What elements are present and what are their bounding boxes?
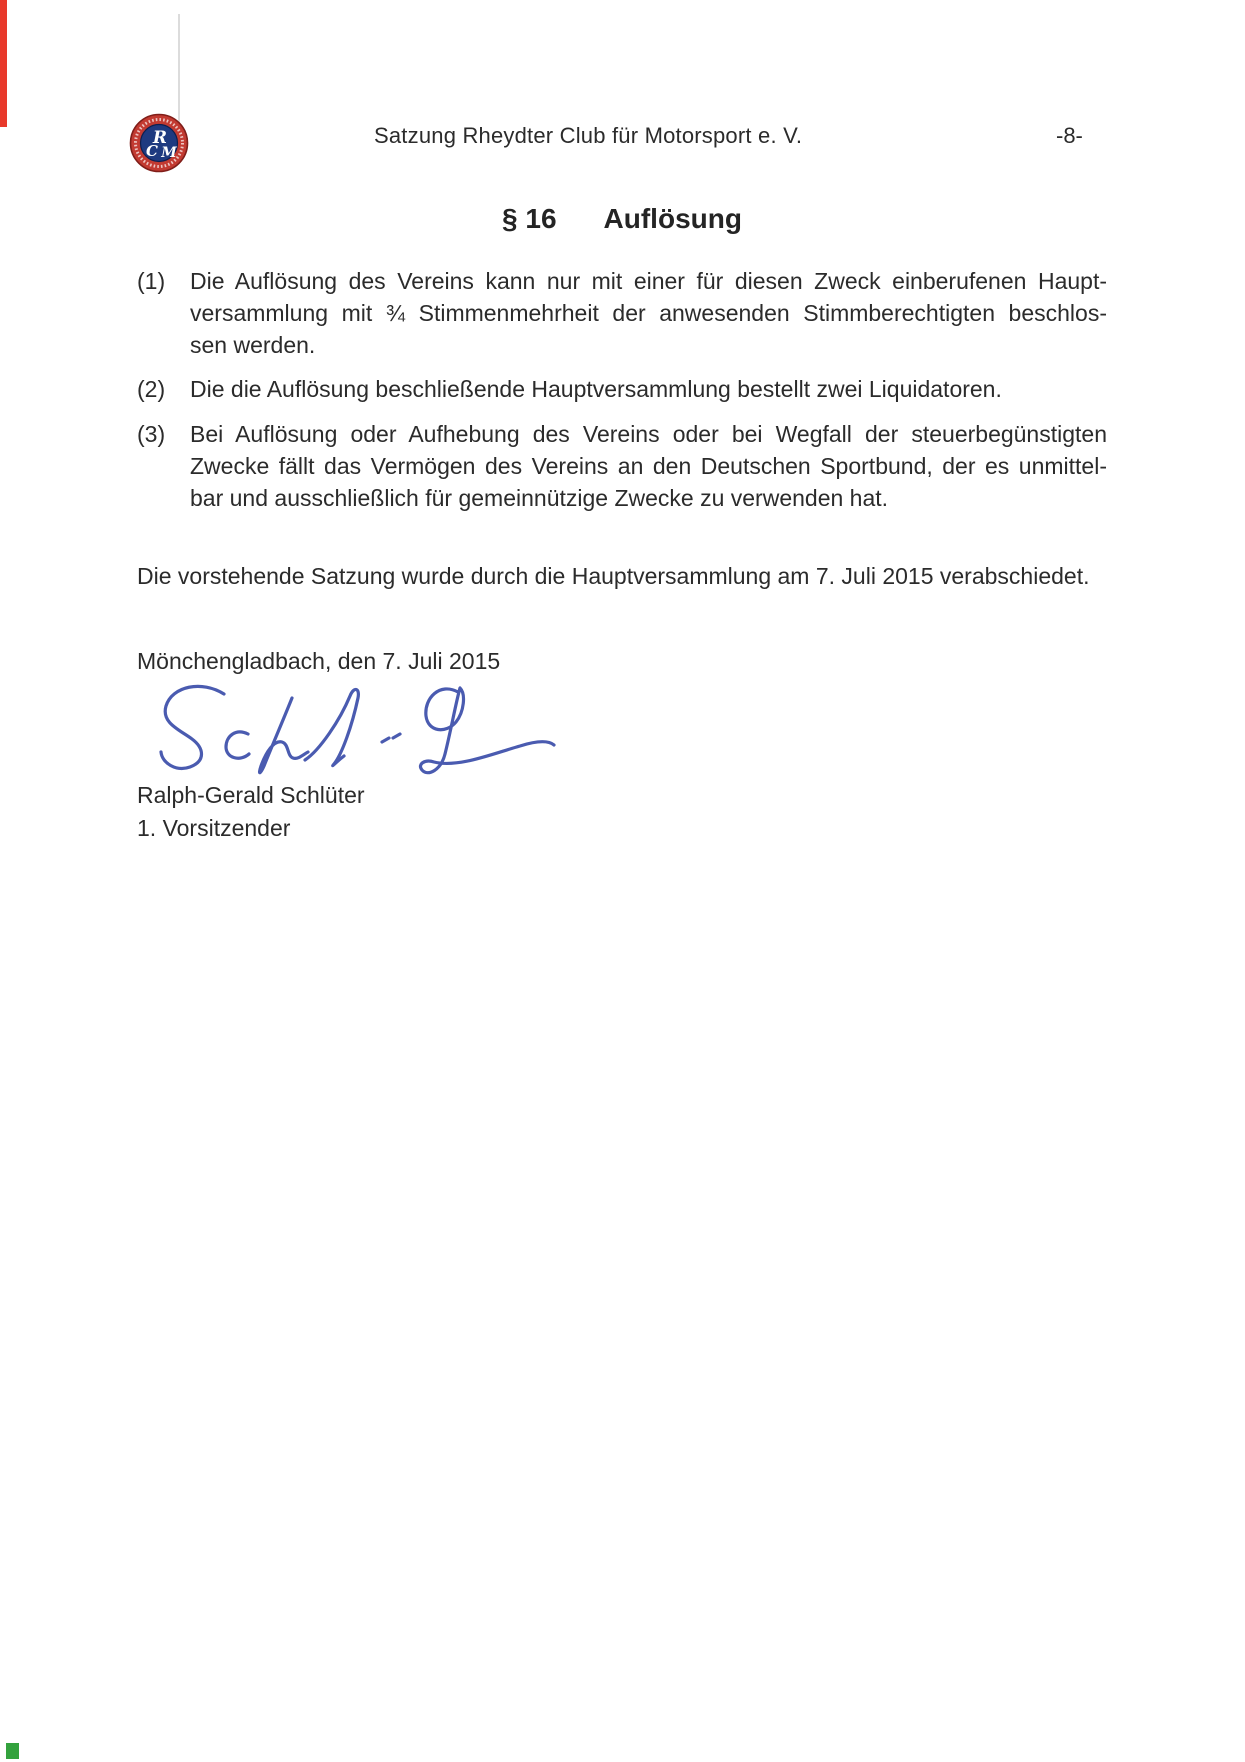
paragraph-item — [137, 418, 1107, 514]
section-heading — [137, 203, 1107, 235]
paragraph-number: (3) — [137, 421, 166, 447]
logo-letter-r: R — [152, 128, 168, 148]
paragraph-number: (1) — [137, 268, 166, 294]
header-title: Satzung Rheydter Club für Motorsport e. V. — [374, 123, 803, 148]
paragraph-line: Bei Auflösung oder Aufhebung des Vereins oder bei Wegfall der steuerbegünstigten — [190, 421, 1107, 447]
logo-letter-m: M — [161, 145, 177, 161]
paragraph-line: Die Auflösung des Vereins kann nur mit einer für diesen Zweck einberufenen Haupt- — [190, 268, 1107, 294]
club-logo-icon — [127, 110, 191, 174]
paragraph-line: sen werden. — [190, 332, 316, 358]
section-title: Auflösung — [603, 203, 742, 234]
signature-strokes — [161, 686, 554, 772]
signer-role: 1. Vorsitzender — [137, 815, 291, 841]
paragraph-line: bar und ausschließlich für gemeinnützige Zwecke zu verwenden hat. — [190, 485, 889, 511]
handwritten-signature — [140, 678, 560, 783]
closing-statement: Die vorstehende Satzung wurde durch die Hauptversammlung am 7. Juli 2015 verabschiedet. — [137, 563, 1090, 589]
paragraph-item — [137, 373, 1107, 405]
logo-letter-c: C — [146, 142, 158, 160]
signer-name: Ralph-Gerald Schlüter — [137, 782, 365, 808]
paragraph-line: versammlung mit ¾ Stimmenmehrheit der anwesenden Stimmberechtigten beschlos- — [190, 300, 1107, 326]
paragraph-item — [137, 265, 1107, 361]
paragraph-line: Die die Auflösung beschließende Hauptversammlung bestellt zwei Liquidatoren. — [190, 376, 1002, 402]
scan-artifact-red-strip — [0, 0, 7, 127]
place-date-line: Mönchengladbach, den 7. Juli 2015 — [137, 648, 501, 674]
section-number: § 16 — [502, 203, 557, 234]
page-number: -8- — [1056, 123, 1083, 148]
scan-artifact-green-strip — [6, 1743, 19, 1759]
paragraph-line: Zwecke fällt das Vermögen des Vereins an den Deutschen Sportbund, der es unmittel- — [190, 453, 1107, 479]
paragraph-number: (2) — [137, 376, 166, 402]
